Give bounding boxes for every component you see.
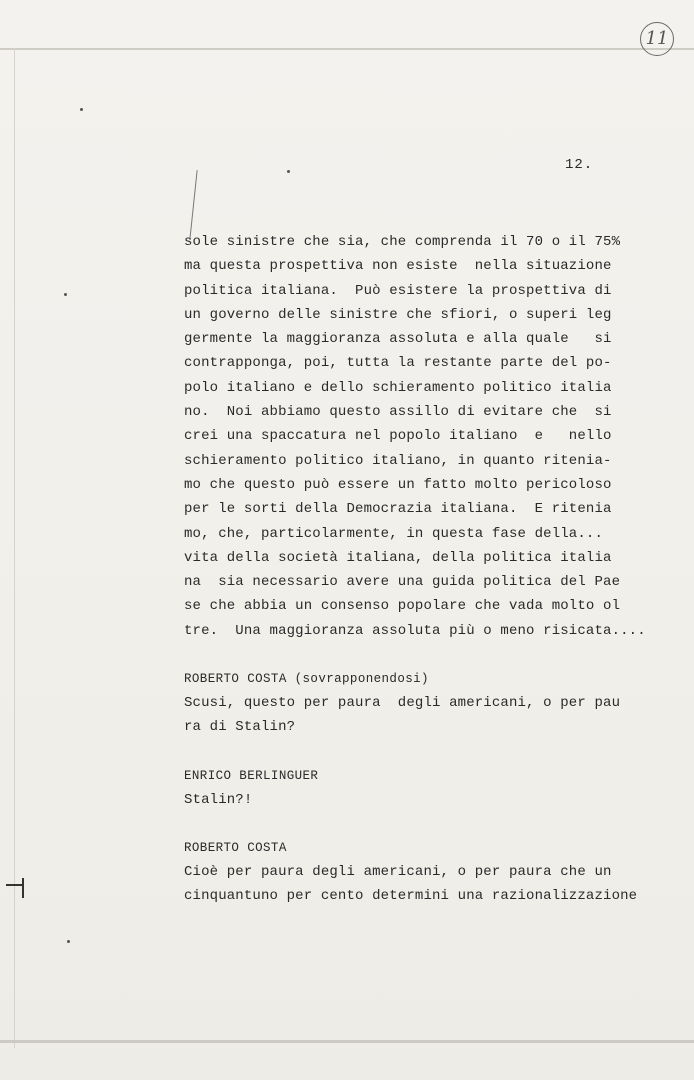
- text-line: tre. Una maggioranza assoluta più o meno risicata....: [184, 622, 646, 639]
- text-line: sole sinistre che sia, che comprenda il 70 o il 75%: [184, 234, 621, 250]
- page-left-edge: [14, 48, 15, 1048]
- text-line: politica italiana. Può esistere la prospettiva di: [184, 282, 612, 299]
- text-line: mo che questo può essere un fatto molto pericoloso: [184, 476, 612, 493]
- text-line: no. Noi abbiamo questo assillo di evitare che si: [184, 404, 612, 421]
- text-line: germente la maggioranza assoluta e alla quale si: [184, 331, 612, 348]
- text-line: cinquantuno per cento determini una razionalizzazione: [184, 888, 638, 905]
- text-line: vita della società italiana, della politica italia: [184, 549, 612, 566]
- text-line: na sia necessario avere una guida politica del Pae: [184, 574, 621, 591]
- text-line: schieramento politico italiano, in quanto ritenia-: [184, 452, 612, 469]
- text-line: Scusi, questo per paura degli americani, o per pau: [184, 695, 621, 712]
- text-line: ra di Stalin?: [184, 719, 296, 736]
- archive-stamp: 11: [640, 22, 674, 56]
- speaker-label: ROBERTO COSTA: [184, 840, 287, 855]
- paragraph: [184, 230, 694, 643]
- scan-speck: [287, 170, 290, 173]
- speaker-label: ENRICO BERLINGUER: [184, 768, 319, 783]
- scan-speck: [80, 108, 83, 111]
- scan-speck: [67, 940, 70, 943]
- text-line: mo, che, particolarmente, in questa fase della...: [184, 525, 604, 542]
- scan-speck: [64, 293, 67, 296]
- text-line: ma questa prospettiva non esiste nella situazione: [184, 258, 612, 275]
- margin-tick: [22, 878, 24, 898]
- text-line: contrapponga, poi, tutta la restante parte del po-: [184, 355, 612, 372]
- text-line: se che abbia un consenso popolare che vada molto ol: [184, 598, 621, 615]
- text-line: polo italiano e dello schieramento politico italia: [184, 379, 612, 396]
- text-line: un governo delle sinistre che sfiori, o superi leg: [184, 306, 612, 323]
- text-line: Cioè per paura degli americani, o per paura che un: [184, 863, 612, 880]
- speaker-label: ROBERTO COSTA (sovrapponendosi): [184, 672, 429, 687]
- transcript-body: [184, 230, 694, 909]
- page-number: 12.: [565, 157, 594, 173]
- page-bottom-edge: [0, 1040, 694, 1043]
- page-top-edge: [0, 48, 694, 50]
- text-line: per le sorti della Democrazia italiana. E ritenia: [184, 501, 612, 518]
- text-line: crei una spaccatura nel popolo italiano e nello: [184, 428, 612, 445]
- text-line: Stalin?!: [184, 791, 253, 808]
